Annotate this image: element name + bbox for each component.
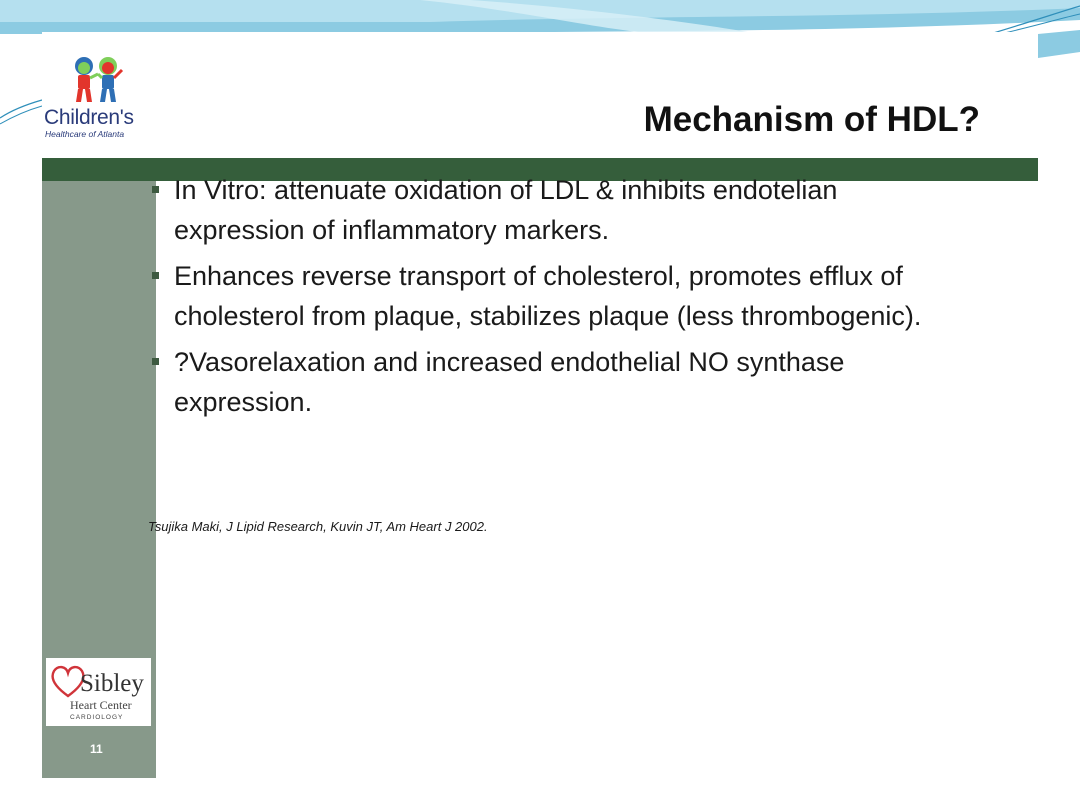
bullet-list [148,170,948,422]
sibley-heart-center-logo [46,658,151,726]
sibley-logo-subtitle: Heart Center [70,698,132,712]
sibley-logo-tag: CARDIOLOGY [70,714,124,721]
slide-title: Mechanism of HDL? [643,100,980,139]
bullet-text: ?Vasorelaxation and increased endothelial NO synthase expression. [174,347,845,417]
citation-reference: Tsujika Maki, J Lipid Research, Kuvin JT, Am Heart J 2002. [148,519,488,534]
bullet-item [148,170,948,250]
square-bullet-icon [152,272,159,279]
square-bullet-icon [152,186,159,193]
sibley-logo-name: Sibley [80,670,144,697]
childrens-healthcare-logo [44,54,164,144]
square-bullet-icon [152,358,159,365]
slide-header [42,32,1038,158]
slide-body [148,170,948,428]
bullet-item [148,342,948,422]
left-side-panel [42,181,156,778]
childrens-logo-name: Children's [44,106,134,129]
bullet-text: In Vitro: attenuate oxidation of LDL & inhibits endotelian expression of inflammatory markers. [174,175,838,245]
children-figures-icon [64,54,130,106]
bullet-text: Enhances reverse transport of cholesterol, promotes efflux of cholesterol from plaque, stabilizes plaque (less thrombogenic). [174,261,922,331]
slide-page-number: 11 [90,742,103,756]
childrens-logo-subtitle: Healthcare of Atlanta [45,129,125,139]
bullet-item [148,256,948,336]
